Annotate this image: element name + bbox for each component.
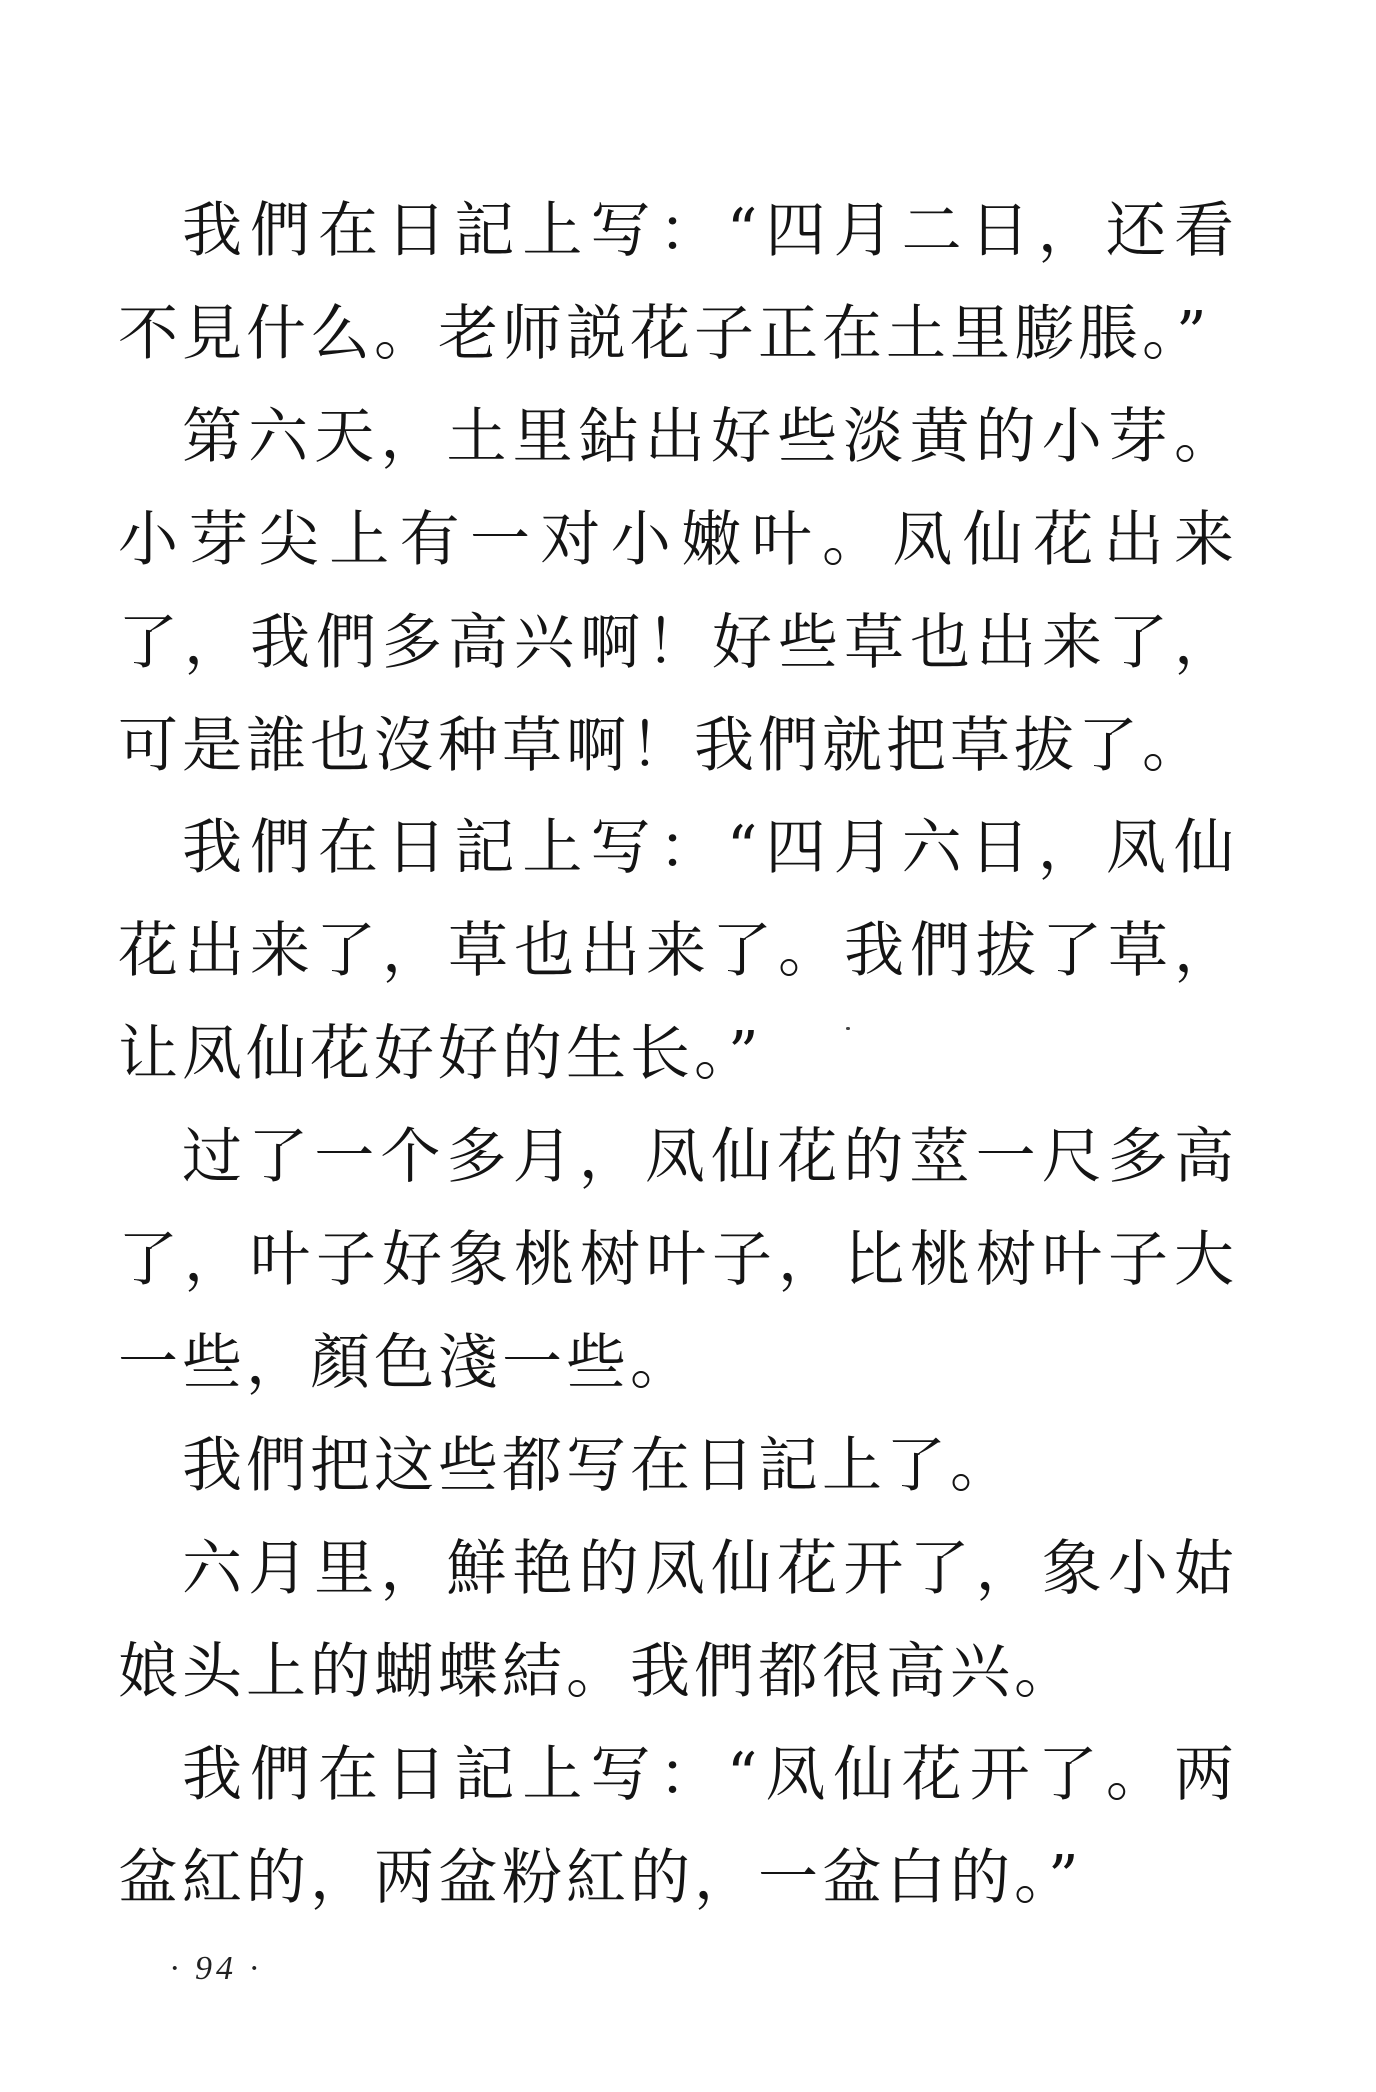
- paragraph-june-bloom: 六月里，鮮艳的凤仙花开了，象小姑娘头上的蝴蝶結。我們都很高兴。: [118, 1534, 1238, 1707]
- diary-entry-april-6: 我們在日記上写：“四月六日，凤仙花出来了，草也出来了。我們拔了草，让凤仙花好好的生长。”: [118, 813, 1238, 1089]
- diary-entry-flowers-open: 我們在日記上写：“凤仙花开了。两盆紅的，两盆粉紅的，一盆白的。”: [118, 1740, 1238, 1913]
- paragraph-day-six: 第六天，土里鉆出好些淡黄的小芽。小芽尖上有一对小嫩叶。凤仙花出来了，我們多高兴啊！好些草也出来了，可是誰也沒种草啊！我們就把草拔了。: [118, 402, 1238, 781]
- paragraph-one-month-later: 过了一个多月，凤仙花的莖一尺多高了，叶子好象桃树叶子，比桃树叶子大一些，顏色淺一些。: [118, 1122, 1238, 1398]
- diary-entry-april-2: 我們在日記上写：“四月二日，还看不見什么。老师説花子正在土里膨脹。”: [118, 196, 1238, 369]
- paragraph-wrote-in-diary: 我們把这些都写在日記上了。: [182, 1431, 1014, 1501]
- print-speck: [846, 1027, 850, 1030]
- page-number: · 94 ·: [170, 1950, 262, 1987]
